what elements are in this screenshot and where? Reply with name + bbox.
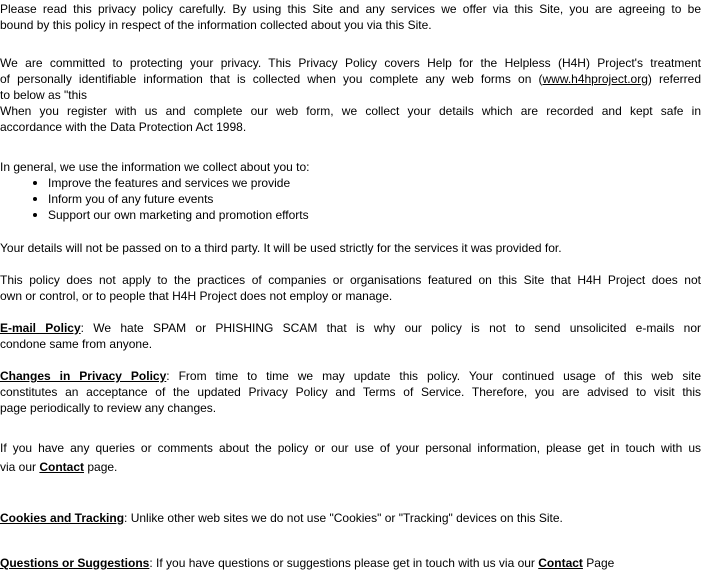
website-link[interactable]: www.h4hproject.org xyxy=(542,72,648,86)
list-item xyxy=(0,207,309,223)
queries-text: page. xyxy=(84,460,118,474)
scope-line: own or control, or to people that H4H Project does not employ or manage. xyxy=(0,289,393,303)
changes-line: constitutes an acceptance of the updated Privacy Policy and Terms of Service. Therefore, you are advised to visit this xyxy=(0,385,701,399)
list-item-text: Support our own marketing and promotion efforts xyxy=(48,208,309,222)
cookies-paragraph xyxy=(0,510,701,526)
bullet-icon xyxy=(33,197,37,201)
commitment-text: ) referred xyxy=(647,72,701,86)
cookies-text: : Unlike other web sites we do not use "Cookies" or "Tracking" devices on this Site. xyxy=(124,511,563,525)
questions-text: : If you have questions or suggestions please get in touch with us via our xyxy=(149,556,539,570)
bullet-icon xyxy=(33,213,37,217)
commitment-line xyxy=(0,71,701,87)
cookies-heading: Cookies and Tracking xyxy=(0,511,125,525)
queries-line xyxy=(0,458,701,477)
email-policy-heading: E-mail Policy xyxy=(0,321,81,335)
queries-text: via our xyxy=(0,460,40,474)
changes-line xyxy=(0,368,701,384)
commitment-line: to below as "this xyxy=(0,88,87,102)
questions-heading: Questions or Suggestions xyxy=(0,556,150,570)
questions-paragraph xyxy=(0,555,701,571)
changes-heading: Changes in Privacy Policy xyxy=(0,369,167,383)
commitment-line: We are committed to protecting your privacy. This Privacy Policy covers Help for the Helpless (H4H) Project's treatment xyxy=(0,56,701,70)
changes-text: : From time to time we may update this policy. Your continued usage of this web site xyxy=(166,369,701,383)
email-policy-text: : We hate SPAM or PHISHING SCAM that is why our policy is not to send unsolicited e-mails nor xyxy=(80,321,701,335)
commitment-line: When you register with us and complete our web form, we collect your details which are recorded and kept safe in xyxy=(0,104,701,118)
email-policy-paragraph xyxy=(0,320,701,352)
bullet-icon xyxy=(33,181,37,185)
queries-paragraph xyxy=(0,439,701,477)
changes-paragraph xyxy=(0,368,701,416)
list-item-text: Improve the features and services we provide xyxy=(48,176,291,190)
usage-bullet-list xyxy=(0,175,309,223)
commitment-paragraph xyxy=(0,55,701,135)
email-policy-line xyxy=(0,320,701,336)
scope-line: This policy does not apply to the practices of companies or organisations featured on this Site that H4H Project does not xyxy=(0,273,701,287)
intro-line: bound by this policy in respect of the information collected about you via this Site. xyxy=(0,18,432,32)
queries-line: If you have any queries or comments about the policy or our use of your personal information, please get in touch with us xyxy=(0,441,701,455)
intro-paragraph xyxy=(0,1,701,33)
commitment-line: accordance with the Data Protection Act 1998. xyxy=(0,120,247,134)
third-party-paragraph: Your details will not be passed on to a third party. It will be used strictly for the services it was provided for. xyxy=(0,241,562,255)
contact-link[interactable]: Contact xyxy=(39,460,85,474)
usage-intro: In general, we use the information we collect about you to: xyxy=(0,160,310,174)
contact-page-link[interactable]: Contact xyxy=(538,556,583,570)
email-policy-line: condone same from anyone. xyxy=(0,337,153,351)
intro-line: Please read this privacy policy carefully. By using this Site and any services we offer via this Site, you are agreeing to be xyxy=(0,2,701,16)
list-item xyxy=(0,191,309,207)
changes-line: page periodically to review any changes. xyxy=(0,401,217,415)
list-item xyxy=(0,175,309,191)
scope-paragraph xyxy=(0,272,701,304)
list-item-text: Inform you of any future events xyxy=(48,192,214,206)
questions-text: Page xyxy=(582,556,615,570)
commitment-text: of personally identifiable information that is collected when you complete any web forms on ( xyxy=(0,72,543,86)
